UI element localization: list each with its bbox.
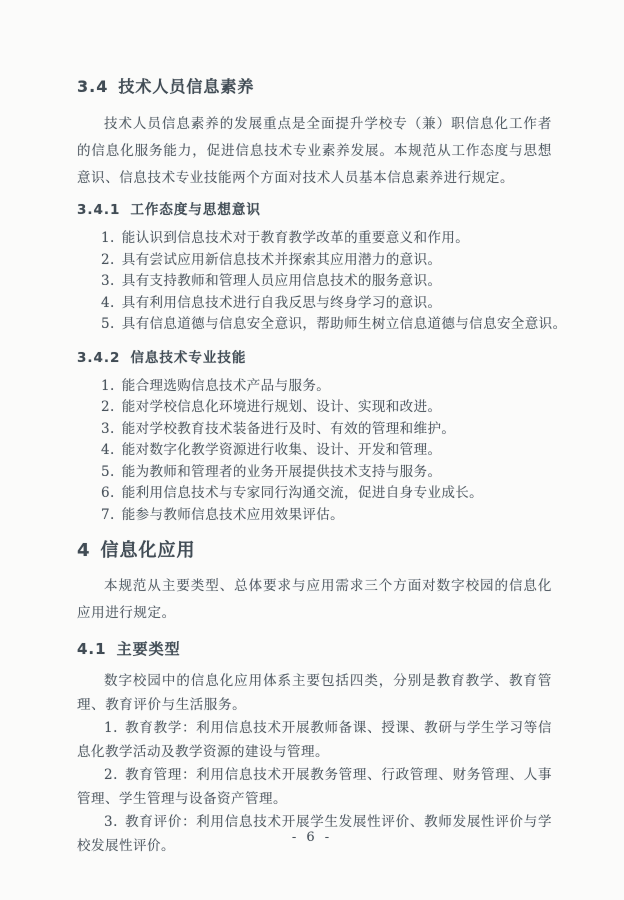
list-item <box>101 462 552 484</box>
item-text: 教育教学：利用信息技术开展教师备课、授课、教研与学生学习等信息化教学活动及教学资源的建设与管理。 <box>77 720 552 760</box>
section-title: 信息化应用 <box>100 540 196 561</box>
list-item <box>101 376 552 398</box>
subsection-title: 信息技术专业技能 <box>130 349 247 366</box>
subsection-number: 4.1 <box>77 640 107 658</box>
item-text: 具有尝试应用新信息技术并探索其应用潜力的意识。 <box>121 251 442 268</box>
application-type-item <box>77 717 552 764</box>
item-number: 2. <box>101 251 115 268</box>
item-text: 具有利用信息技术进行自我反思与终身学习的意识。 <box>121 294 442 311</box>
application-type-item <box>77 764 552 811</box>
item-number: 3. <box>101 420 115 437</box>
list-item <box>101 250 552 272</box>
subsection-title: 工作态度与思想意识 <box>130 202 261 218</box>
list-item <box>101 228 552 250</box>
item-text: 教育评价：利用信息技术开展学生发展性评价、教师发展性评价与学校发展性评价。 <box>77 814 552 854</box>
item-text: 具有信息道德与信息安全意识，帮助师生树立信息道德与信息安全意识。 <box>121 316 567 332</box>
list-item <box>101 271 552 293</box>
subsection-4-1-heading <box>77 639 552 660</box>
list-item <box>101 505 552 527</box>
item-number: 1. <box>101 377 115 394</box>
item-text: 能为教师和管理者的业务开展提供技术支持与服务。 <box>121 463 442 480</box>
section-title: 技术人员信息素养 <box>118 77 255 96</box>
item-text: 能对数字化教学资源进行收集、设计、开发和管理。 <box>121 442 442 458</box>
item-text: 教育管理：利用信息技术开展教务管理、行政管理、财务管理、人事管理、学生管理与设备资产管理。 <box>77 767 552 807</box>
item-text: 能合理选购信息技术产品与服务。 <box>121 377 331 394</box>
subsection-number: 3.4.2 <box>77 349 121 366</box>
item-number: 4. <box>101 294 115 311</box>
subsection-3-4-1-heading <box>77 201 552 220</box>
subsection-title: 主要类型 <box>116 640 181 658</box>
item-number: 1. <box>104 720 118 736</box>
item-text: 能对学校信息化环境进行规划、设计、实现和改进。 <box>121 399 442 415</box>
item-number: 1. <box>101 230 115 246</box>
section-3-4-intro-paragraph: 技术人员信息素养的发展重点是全面提升学校专（兼）职信息化工作者的信息化服务能力，促进信息技术专业素养发展。本规范从工作态度与思想意识、信息技术专业技能两个方面对技术人员基本信息素养进行规定。 <box>77 116 552 186</box>
it-skill-list <box>77 376 552 527</box>
subsection-3-4-2-heading <box>77 349 552 368</box>
item-number: 2. <box>101 399 115 415</box>
item-text: 能对学校教育技术装备进行及时、有效的管理和维护。 <box>121 420 456 437</box>
section-number: 4 <box>77 540 91 561</box>
section-number: 3.4 <box>77 77 109 96</box>
item-text: 能参与教师信息技术应用效果评估。 <box>121 506 345 523</box>
section-4-intro-paragraph: 本规范从主要类型、总体要求与应用需求三个方面对数字校园的信息化应用进行规定。 <box>77 578 552 621</box>
item-number: 3. <box>104 814 118 830</box>
item-number: 6. <box>101 485 115 501</box>
list-item <box>101 440 552 462</box>
item-number: 7. <box>101 506 115 523</box>
list-item <box>101 314 567 336</box>
item-text: 能利用信息技术与专家同行沟通交流，促进自身专业成长。 <box>121 485 484 501</box>
list-item <box>101 483 552 505</box>
item-number: 4. <box>101 442 115 458</box>
subsection-4-1-intro-paragraph: 数字校园中的信息化应用体系主要包括四类，分别是教育教学、教育管理、教育评价与生活服务。 <box>77 673 552 713</box>
item-number: 3. <box>101 273 115 289</box>
list-item <box>101 419 552 441</box>
item-text: 具有支持教师和管理人员应用信息技术的服务意识。 <box>121 273 442 289</box>
item-text: 能认识到信息技术对于教育教学改革的重要意义和作用。 <box>121 230 470 246</box>
subsection-number: 3.4.1 <box>77 202 121 218</box>
item-number: 5. <box>101 316 115 332</box>
page-number: - 6 - <box>291 830 333 845</box>
list-item <box>101 293 552 315</box>
list-item <box>101 397 552 419</box>
work-attitude-list <box>77 228 567 336</box>
item-number: 5. <box>101 463 115 480</box>
section-3-4-heading <box>77 76 552 98</box>
item-number: 2. <box>104 767 118 783</box>
section-4-heading <box>77 539 552 563</box>
